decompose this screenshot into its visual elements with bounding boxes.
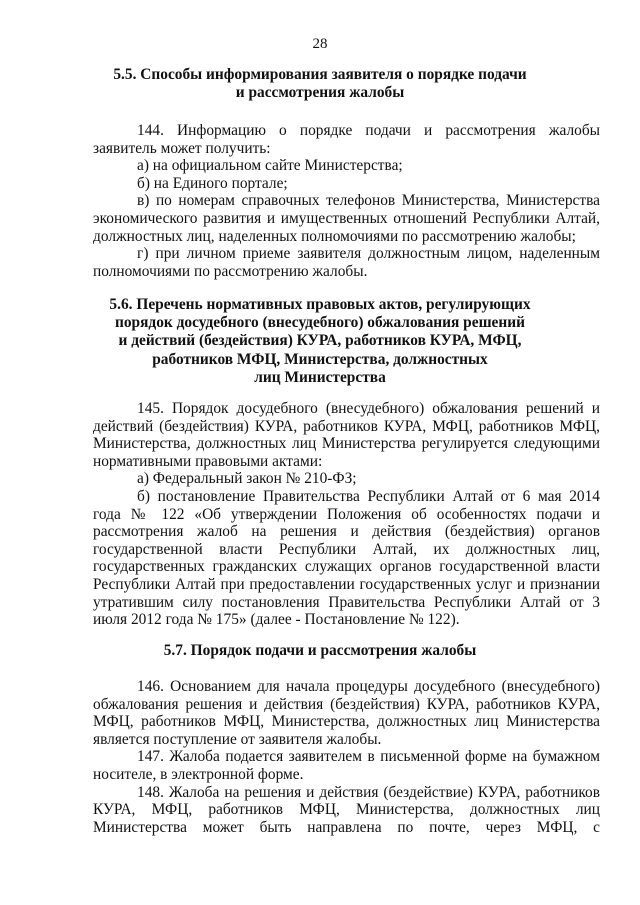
- paragraph-147: 147. Жалоба подается заявителем в письменной форме на бумажном носителе, в электронной форме.: [93, 748, 600, 783]
- paragraph-148: 148. Жалоба на решения и действия (бездействие) КУРА, работников КУРА, МФЦ, работников МФЦ, Министерства, должностных лиц Министерства может быть направлена по почте, через МФЦ, с: [93, 783, 600, 836]
- item-a: а) на официальном сайте Министерства;: [137, 157, 403, 175]
- item-b: б) на Единого портале;: [137, 174, 288, 192]
- page-number: 28: [312, 36, 328, 52]
- heading-line: и действий (бездействия) КУРА, работников КУРА, МФЦ,: [118, 332, 522, 350]
- heading-line: 5.6. Перечень нормативных правовых актов, регулирующих: [109, 296, 531, 313]
- heading-line: 5.5. Способы информирования заявителя о порядке подачи: [113, 66, 527, 83]
- section-5-6-heading: [40, 296, 600, 387]
- item-g: г) при личном приеме заявителя должностным лицом, наделенным полномочиями по рассмотрению жалобы.: [93, 245, 600, 280]
- heading-line: лиц Министерства: [254, 368, 386, 386]
- heading-line: порядок досудебного (внесудебного) обжалования решений: [114, 314, 525, 332]
- heading-line: работников МФЦ, Министерства, должностных: [152, 350, 488, 368]
- section-5-6-body: [93, 400, 600, 629]
- section-5-7-body: [93, 678, 600, 836]
- item-b: б) постановление Правительства Республики Алтай от 6 мая 2014 года № 122 «Об утверждении Положения об особенностях подачи и рассмотрения жалоб на решения и действия (бездействия) органов государственной власти Республики Алтай, их должностных лиц, государственных гражданских служащих органов государственной власти Республики Алтай при предоставлении государственных услуг и признании утратившим силу постановления Правительства Республики Алтай от 3 июля 2012 года № 175» (далее - Постановление № 122).: [93, 487, 600, 629]
- paragraph-146: 146. Основанием для начала процедуры досудебного (внесудебного) обжалования решения и действия (бездействия) КУРА, работников КУРА, МФЦ, работников МФЦ, Министерства, должностных лиц Министерства является поступление от заявителя жалобы.: [93, 678, 600, 748]
- section-5-5-heading: [40, 66, 600, 102]
- paragraph-145: 145. Порядок досудебного (внесудебного) обжалования решений и действий (бездействия) КУРА, работников КУРА, МФЦ, работников МФЦ, Министерства, должностных лиц Министерства регулируется следующими нормативными правовыми актами:: [93, 400, 600, 470]
- section-5-7-heading: [40, 642, 600, 660]
- heading-line: 5.7. Порядок подачи и рассмотрения жалобы: [163, 642, 477, 659]
- item-a: а) Федеральный закон № 210-ФЗ;: [137, 470, 357, 488]
- section-5-5-body: [93, 122, 600, 280]
- heading-line: и рассмотрения жалобы: [235, 84, 405, 102]
- item-v: в) по номерам справочных телефонов Министерства, Министерства экономического развития и имущественных отношений Республики Алтай, должностных лиц, наделенных полномочиями по рассмотрению жалобы;: [93, 192, 600, 245]
- paragraph-144: 144. Информацию о порядке подачи и рассмотрения жалобы заявитель может получить:: [93, 122, 600, 157]
